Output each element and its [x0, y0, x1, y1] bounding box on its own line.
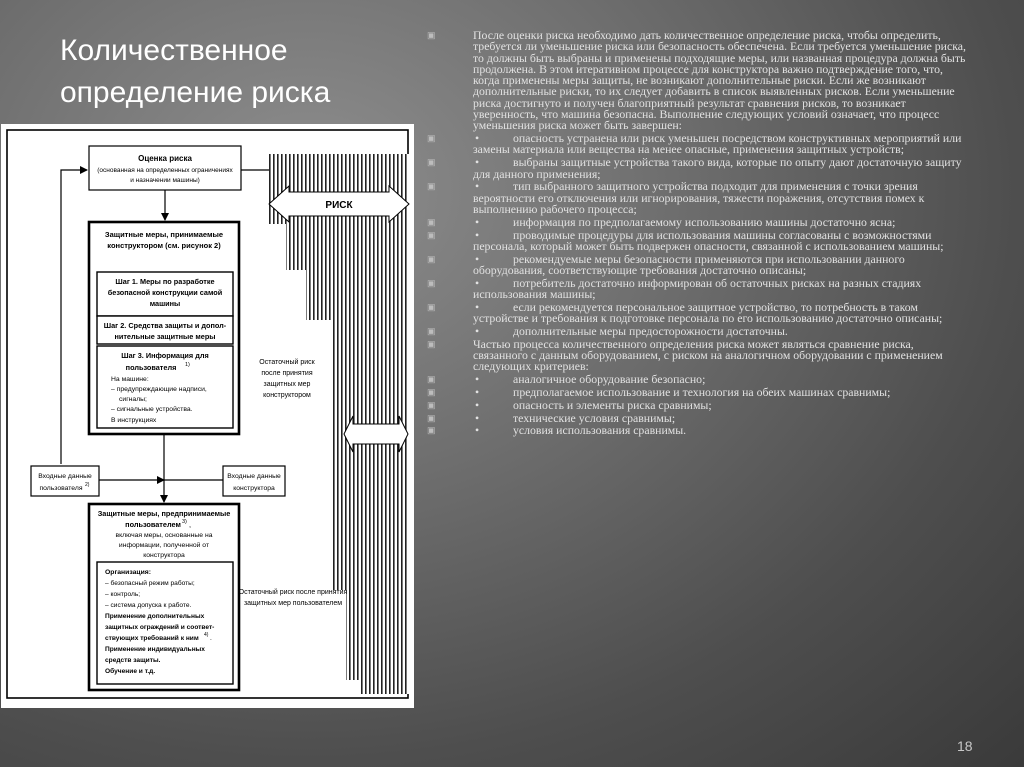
svg-text:Применение дополнительных: Применение дополнительных: [105, 613, 205, 620]
risk-label: РИСК: [325, 200, 353, 211]
paragraph-text: технические условия сравнимы;: [513, 410, 676, 425]
bullet-item: [425, 384, 970, 399]
svg-text:,: ,: [189, 520, 192, 529]
svg-text:конструктором (см. рисунок 2): конструктором (см. рисунок 2): [107, 241, 221, 250]
bullet-item: [425, 214, 970, 229]
svg-text:Шаг 2. Средства защиты и допол: Шаг 2. Средства защиты и допол-: [103, 321, 227, 330]
slide-body-text: [425, 30, 970, 660]
svg-text:нительные защитные меры: нительные защитные меры: [114, 332, 216, 341]
paragraph-text: После оценки риска необходимо дать количественное определение риска, чтобы определить, требуется ли уменьшение риска или безопасность обеспечена. Если требуется уменьшение риска, то должны быть выбраны и применены подходящие меры, или названная процедура должна быть продолжена. В этом итеративном процессе для конструктора важно подтверждение того, что, когда применены меры защиты, не возникают дополнительные риски. Если же возникают дополнительные риски, то их следует добавить в список выявленных рисков. Если уменьшение риска достигнуто и получен благоприятный результат сравнения рисков, то возникает уверенность, что машина безопасна. Выполнение следующих условий означает, что процесс уменьшения риска может быть завершен:: [473, 28, 966, 133]
svg-text:сигналы;: сигналы;: [119, 396, 147, 403]
svg-text:Остаточный риск: Остаточный риск: [259, 359, 315, 366]
svg-text:конструктора: конструктора: [233, 485, 275, 492]
bullet-dot: •: [475, 299, 480, 314]
user-measures-box: [89, 504, 239, 690]
svg-text:3): 3): [182, 519, 187, 525]
bullet-item: [425, 275, 970, 302]
bullet-dot: •: [475, 155, 480, 170]
svg-text:защитных мер: защитных мер: [263, 381, 311, 388]
bullet-item: [425, 157, 970, 180]
svg-text:защитных ограждений и соответ-: защитных ограждений и соответ-: [105, 624, 215, 631]
square-bullet-icon: ▣: [427, 133, 436, 144]
body-paragraph: [425, 336, 970, 374]
square-bullet-icon: ▣: [427, 253, 436, 264]
svg-text:ствующих требований к ним: ствующих требований к ним: [105, 635, 199, 642]
svg-text:Остаточный риск после принятия: Остаточный риск после принятия: [238, 589, 348, 596]
designer-measures-box: [89, 222, 239, 434]
square-bullet-icon: ▣: [427, 277, 436, 288]
bullet-dot: •: [475, 214, 480, 229]
svg-text:конструктором: конструктором: [263, 392, 311, 399]
paragraph-text: опасность и элементы риска сравнимы;: [513, 397, 712, 412]
paragraph-text: проводимые процедуры для использования машины согласованы с возможностями персонала, который может быть подвержен опасности, связанной с использованием машины;: [473, 227, 944, 253]
square-bullet-icon: ▣: [427, 425, 436, 436]
svg-text:безопасной конструкции самой: безопасной конструкции самой: [107, 288, 223, 297]
square-bullet-icon: ▣: [427, 325, 436, 336]
svg-text:информации, полученной от: информации, полученной от: [118, 542, 210, 549]
square-bullet-icon: ▣: [427, 301, 436, 312]
svg-text:1): 1): [185, 362, 190, 368]
paragraph-text: тип выбранного защитного устройства подходит для применения с точки зрения вероятности его отключения или игнорирования, тяжести поражения, отсутствия помех к выполнению рабочего процесса;: [473, 179, 925, 216]
square-bullet-icon: ▣: [427, 399, 436, 410]
paragraph-text: дополнительные меры предосторожности достаточны.: [513, 323, 788, 338]
paragraph-text: если рекомендуется персональное защитное устройство, то потребность в таком устройстве и требования к подготовке персонала по его использованию достаточно описаны;: [473, 299, 943, 326]
svg-text:и назначении машины): и назначении машины): [130, 177, 200, 184]
paragraph-text: рекомендуемые меры безопасности применяются при использовании данного оборудования, соответствующие требования достаточно описаны;: [473, 251, 905, 277]
bullet-dot: •: [475, 275, 480, 290]
svg-text:после принятия: после принятия: [261, 370, 313, 377]
bullet-dot: •: [475, 384, 480, 399]
paragraph-text: опасность устранена или риск уменьшен посредством конструктивных мероприятий или замены материала или вещества на менее опасные, применения защитных устройств;: [473, 131, 962, 157]
svg-text:– система допуска к работе.: – система допуска к работе.: [105, 602, 192, 609]
bullet-dot: •: [475, 323, 480, 338]
diagram-svg: [1, 124, 414, 708]
bullet-dot: •: [475, 410, 480, 425]
designer-input-box: [223, 466, 285, 496]
svg-text:пользователем: пользователем: [125, 520, 181, 529]
svg-text:Входные данные: Входные данные: [38, 473, 92, 480]
svg-text:Защитные меры, принимаемые: Защитные меры, принимаемые: [104, 230, 224, 239]
svg-text:Защитные меры, предпринимаемые: Защитные меры, предпринимаемые: [97, 509, 231, 518]
bullet-dot: •: [475, 423, 480, 438]
svg-text:пользователя: пользователя: [125, 363, 177, 372]
risk-assessment-box: [89, 146, 241, 190]
square-bullet-icon: ▣: [427, 30, 436, 40]
bullet-dot: •: [475, 251, 480, 266]
paragraph-text: потребитель достаточно информирован об остаточных рисках на разных стадиях использования машины;: [473, 275, 922, 302]
bullet-dot: •: [475, 179, 480, 194]
square-bullet-icon: ▣: [427, 216, 436, 227]
svg-text:Обучение и т.д.: Обучение и т.д.: [105, 668, 156, 675]
bullet-item: [425, 251, 970, 277]
risk-reduction-diagram: [1, 124, 414, 708]
user-input-box: [31, 466, 99, 496]
bullet-item: [425, 397, 970, 412]
svg-text:.: .: [210, 635, 212, 642]
bullet-item: [425, 323, 970, 338]
bullet-dot: •: [475, 372, 480, 387]
body-paragraph: [425, 30, 970, 132]
bullet-dot: •: [475, 397, 480, 412]
svg-text:включая меры, основанные на: включая меры, основанные на: [115, 532, 213, 539]
page-number: 18: [957, 738, 973, 754]
square-bullet-icon: ▣: [427, 412, 436, 423]
slide-title: [60, 30, 420, 114]
paragraph-text: предполагаемое использование и технология на обеих машинах сравнимы;: [513, 384, 891, 399]
svg-text:4): 4): [204, 632, 209, 638]
bullet-item: [425, 133, 970, 156]
square-bullet-icon: ▣: [427, 229, 436, 240]
svg-text:Применение индивидуальных: Применение индивидуальных: [105, 646, 205, 653]
svg-text:машины: машины: [149, 299, 181, 308]
svg-text:На машине:: На машине:: [111, 376, 149, 383]
bullet-item: [425, 374, 970, 385]
bullet-item: [425, 410, 970, 425]
svg-text:Организация:: Организация:: [105, 569, 151, 576]
paragraph-text: аналогичное оборудование безопасно;: [513, 372, 706, 387]
svg-text:Шаг 3. Информация для: Шаг 3. Информация для: [121, 351, 209, 360]
bullet-item: [425, 299, 970, 326]
bullet-item: [425, 425, 970, 436]
svg-text:конструктора: конструктора: [143, 552, 185, 559]
svg-text:средств защиты.: средств защиты.: [105, 657, 161, 664]
svg-text:пользователя: пользователя: [39, 485, 83, 492]
svg-text:защитных мер пользователем: защитных мер пользователем: [243, 600, 343, 607]
svg-text:2): 2): [85, 482, 90, 488]
svg-text:– сигнальные устройства.: – сигнальные устройства.: [111, 406, 193, 413]
bullet-dot: •: [475, 131, 480, 146]
square-bullet-icon: ▣: [427, 181, 436, 192]
bullet-item: [425, 227, 970, 253]
square-bullet-icon: ▣: [427, 374, 436, 385]
svg-text:– безопасный режим работы;: – безопасный режим работы;: [105, 580, 195, 587]
square-bullet-icon: ▣: [427, 338, 436, 349]
slide-title-line1: Количественное: [60, 34, 288, 67]
square-bullet-icon: ▣: [427, 157, 436, 168]
svg-text:Входные данные: Входные данные: [227, 473, 281, 480]
svg-text:(основанная на определенных ог: (основанная на определенных ограничениях: [97, 167, 233, 174]
svg-text:– предупреждающие надписи,: – предупреждающие надписи,: [111, 386, 207, 393]
paragraph-text: выбраны защитные устройства такого вида, которые по опыту дают достаточную защиту для данного применения;: [473, 155, 962, 181]
svg-text:Оценка риска: Оценка риска: [138, 154, 192, 163]
svg-text:Шаг 1. Меры по разработке: Шаг 1. Меры по разработке: [115, 277, 215, 286]
square-bullet-icon: ▣: [427, 386, 436, 397]
svg-text:В инструкциях: В инструкциях: [111, 417, 157, 424]
paragraph-text: Частью процесса количественного определения риска может являться сравнение риска, связанного с данным оборудованием, с риском на аналогичном оборудовании с применением следующих критериев:: [473, 336, 943, 374]
paragraph-text: условия использования сравнимы.: [513, 423, 687, 438]
svg-text:– контроль;: – контроль;: [105, 591, 141, 598]
bullet-dot: •: [475, 227, 480, 242]
paragraph-text: информация по предполагаемому использованию машины достаточно ясна;: [513, 214, 896, 229]
bullet-item: [425, 181, 970, 215]
slide-title-line2: определение риска: [60, 76, 331, 109]
